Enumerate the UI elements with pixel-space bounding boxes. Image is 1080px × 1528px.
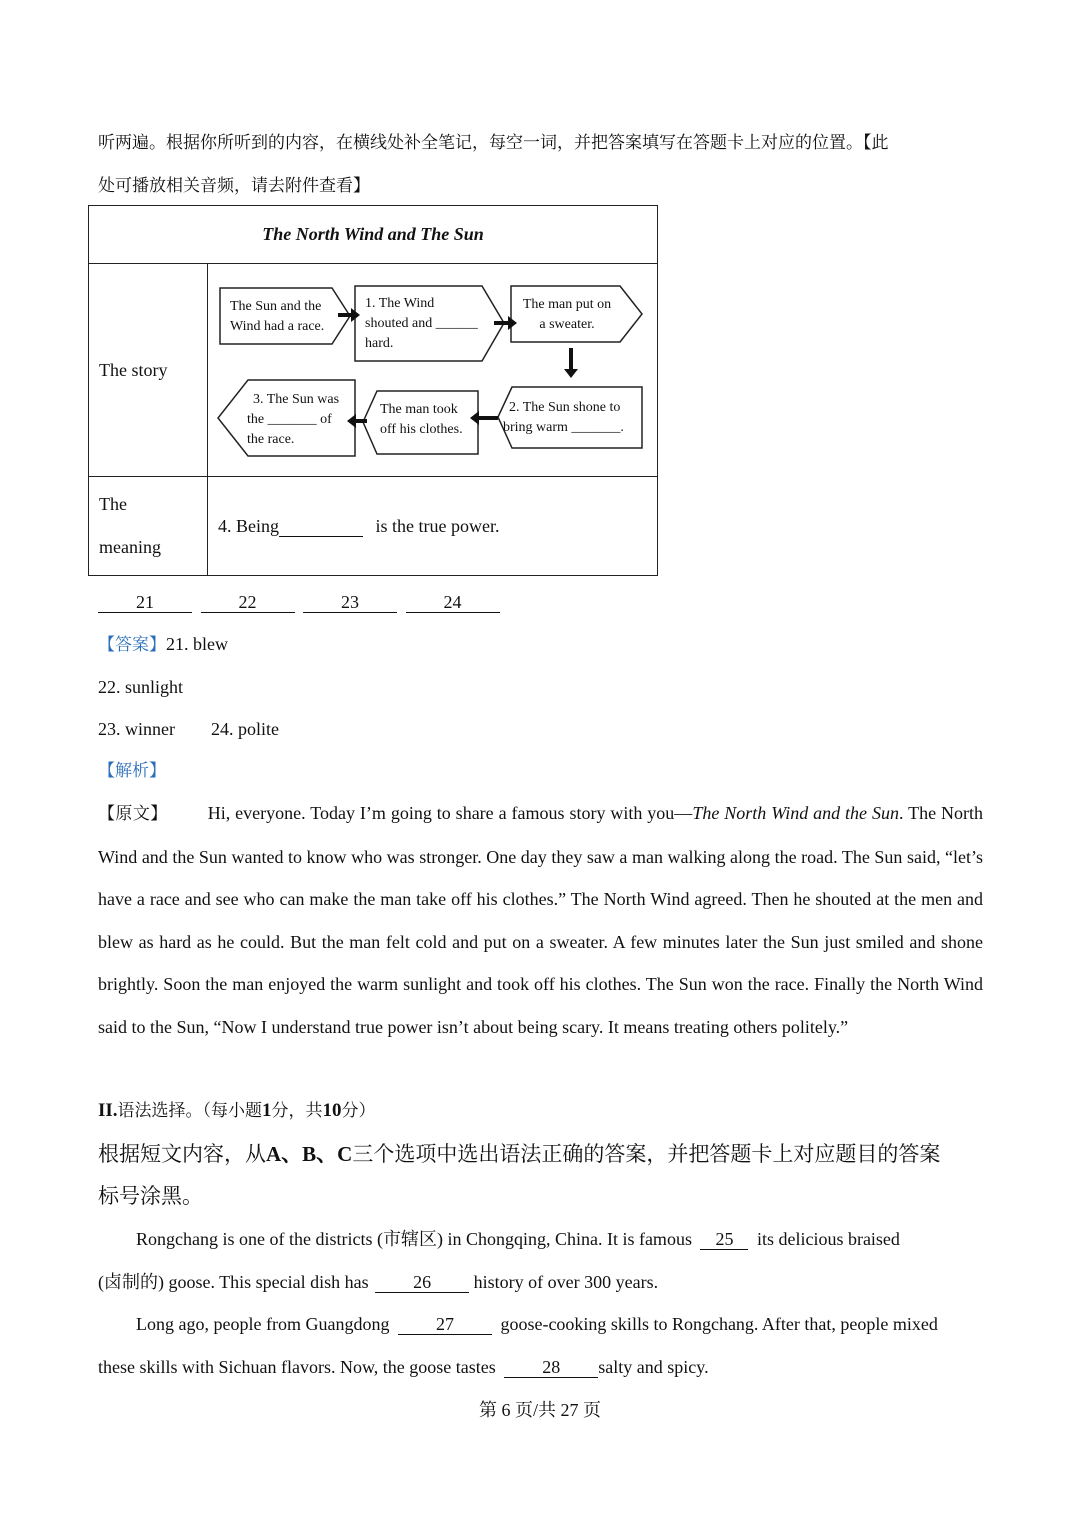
section-2-heading [98,1099,376,1123]
blank-27: 27 [398,1314,492,1335]
flow-box-4 [503,398,624,438]
passage-line-2 [98,1270,658,1294]
passage-text-2d: salty and spicy. [598,1357,709,1377]
section-2-instruction-part-2: 三个选项中选出语法正确的答案，并把答题卡上对应题目的答案 [352,1142,941,1166]
blank-26: 26 [375,1272,469,1293]
section-2-instruction-2: 标号涂黑。 [98,1184,203,1208]
section-2-heading-mid: 分，共 [271,1101,323,1121]
meaning-cell [208,477,658,576]
flow-box-5 [380,400,463,440]
flow-box-2 [365,294,478,354]
flow-arrow-3-4 [569,348,573,370]
intro-line-1: 听两遍。根据你所听到的内容，在横线处补全笔记，每空一词，并把答案填写在答题卡上对应的位置。【此 [98,133,889,153]
meaning-label [89,477,208,576]
passage-text-2c: these skills with Sichuan flavors. Now, the goose tastes [98,1357,496,1377]
flow-box-6-line-1: 3. The Sun was [253,392,340,407]
meaning-blank [279,516,363,537]
blank-24: 24 [406,592,500,613]
section-2-instruction-part-1: 根据短文内容，从 [98,1142,266,1166]
story-flow-cell [208,264,658,477]
original-story-title: The North Wind and the Sun [692,803,899,823]
flow-box-1 [230,297,324,337]
page-footer: 第 6 页/共 27 页 [478,1400,601,1420]
original-label: 【原文】 [98,804,168,824]
passage-text-2a: Long ago, people from Guangdong [136,1314,390,1334]
passage-text-1b: its delicious braised [756,1229,900,1249]
intro-line-2: 处可播放相关音频，请去附件查看】 [98,176,370,196]
passage-text-1a: Rongchang is one of the districts (市辖区) in Chongqing, China. It is famous [136,1229,692,1249]
flow-box-1-line-2: Wind had a race. [230,319,325,334]
analysis-label: 【解析】 [98,761,166,781]
story-table [88,205,658,576]
meaning-label-line-1: The [99,494,127,514]
story-flowchart [208,264,657,476]
flow-box-3 [520,295,614,335]
original-text-part-1: Hi, everyone. Today I’m going to share a famous story with you— [207,803,693,823]
passage-line-1 [136,1227,900,1251]
blank-21: 21 [98,592,192,613]
passage-text-1d: history of over 300 years. [473,1272,659,1292]
answer-24: 24. polite [210,719,279,739]
answer-23: 23. winner [98,719,175,739]
flow-box-1-line-1: The Sun and the [230,299,322,314]
flow-arrow-5-6 [355,419,367,423]
blank-25: 25 [700,1229,748,1250]
flow-box-6 [247,390,339,450]
meaning-prefix: 4. Being [218,515,279,536]
passage-text-2b: goose-cooking skills to Rongchang. After that, people mixed [500,1314,938,1334]
flow-box-3-line-2: a sweater. [539,317,595,332]
section-2-points-each: 1 [262,1100,272,1121]
flow-arrow-4-5 [478,416,498,420]
meaning-label-line-2: meaning [99,537,161,557]
flow-box-3-line-1: The man put on [522,297,612,312]
passage-line-4 [98,1355,709,1379]
answer-label: 【答案】 [98,635,166,655]
original-text-paragraph [98,792,983,1049]
passage-text-1c: (卤制的) goose. This special dish has [98,1272,369,1292]
flow-box-2-line-3: hard. [365,336,394,351]
answer-21: 21. blew [166,634,228,654]
table-title: The North Wind and The Sun [89,206,658,264]
answer-line-1 [98,632,228,657]
flow-arrow-1-2 [338,313,352,317]
flow-box-2-line-2: shouted and ______ [365,316,478,331]
blank-22: 22 [201,592,295,613]
section-2-options: A、B、C [266,1142,353,1166]
original-text-part-2: . The North Wind and the Sun wanted to know who was stronger. One day they saw a man walking along the road. The Sun said, “let’s have a race and see who can make the man take off his clothes.” The North Wind agreed. Then he shouted at the men and blew as hard as he could. But the man felt cold and put on a sweater. A few minutes later the Sun just smiled and shone brightly. Soon the man enjoyed the warm sunlight and took off his clothes. The Sun won the race. Finally the North Wind said to the Sun, “Now I understand true power isn’t about being scary. It means treating others politely.” [98,803,984,1037]
flow-box-2-line-1: 1. The Wind [365,296,435,311]
section-2-heading-end: 分） [341,1101,376,1121]
flow-box-4-line-1: 2. The Sun shone to [509,400,621,415]
section-2-heading-text: 语法选择。（每小题 [117,1101,263,1121]
passage-line-3 [136,1312,938,1336]
flow-box-5-line-1: The man took [380,402,458,417]
flow-box-6-line-3: the race. [247,432,295,447]
story-label: The story [89,264,208,477]
flow-arrow-2-3 [494,321,509,325]
flow-box-6-line-2: the _______ of [247,412,332,427]
meaning-suffix: is the true power. [375,515,500,536]
answer-22: 22. sunlight [98,677,184,697]
section-2-instruction-1 [98,1141,940,1167]
blank-28: 28 [504,1357,598,1378]
answer-line-3 [98,717,279,741]
flow-box-5-line-2: off his clothes. [380,422,463,437]
blank-numbers-row [98,590,500,614]
section-2-number: II. [98,1100,118,1121]
blank-23: 23 [303,592,397,613]
section-2-points-total: 10 [322,1100,342,1121]
flow-box-4-line-2: bring warm _______. [503,420,624,435]
